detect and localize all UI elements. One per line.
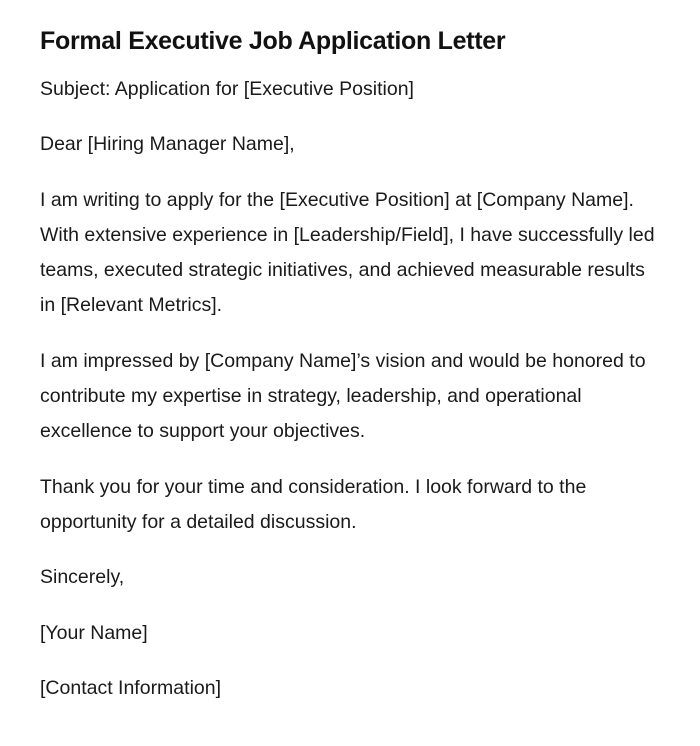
body-paragraph: I am writing to apply for the [Executive Position] at [Company Name]. With extensive experience in [Leadership/Field], I have successfully led teams, executed strategic initiatives, and achieved measurable results in [Relevant Metrics]. bbox=[40, 188, 655, 317]
salutation: Dear [Hiring Manager Name], bbox=[40, 133, 295, 156]
signature-name: [Your Name] bbox=[40, 621, 148, 644]
subject-line: Subject: Application for [Executive Position] bbox=[40, 78, 414, 100]
body-paragraph: I am impressed by [Company Name]’s vision and would be honored to contribute my expertise in strategy, leadership, and operational excellence to support your objectives. bbox=[40, 349, 646, 443]
closing: Sincerely, bbox=[40, 566, 125, 589]
body-paragraph: Thank you for your time and consideration. I look forward to the opportunity for a detailed discussion. bbox=[40, 475, 587, 533]
page-title: Formal Executive Job Application Letter bbox=[40, 27, 506, 55]
contact-information: [Contact Information] bbox=[40, 676, 222, 699]
